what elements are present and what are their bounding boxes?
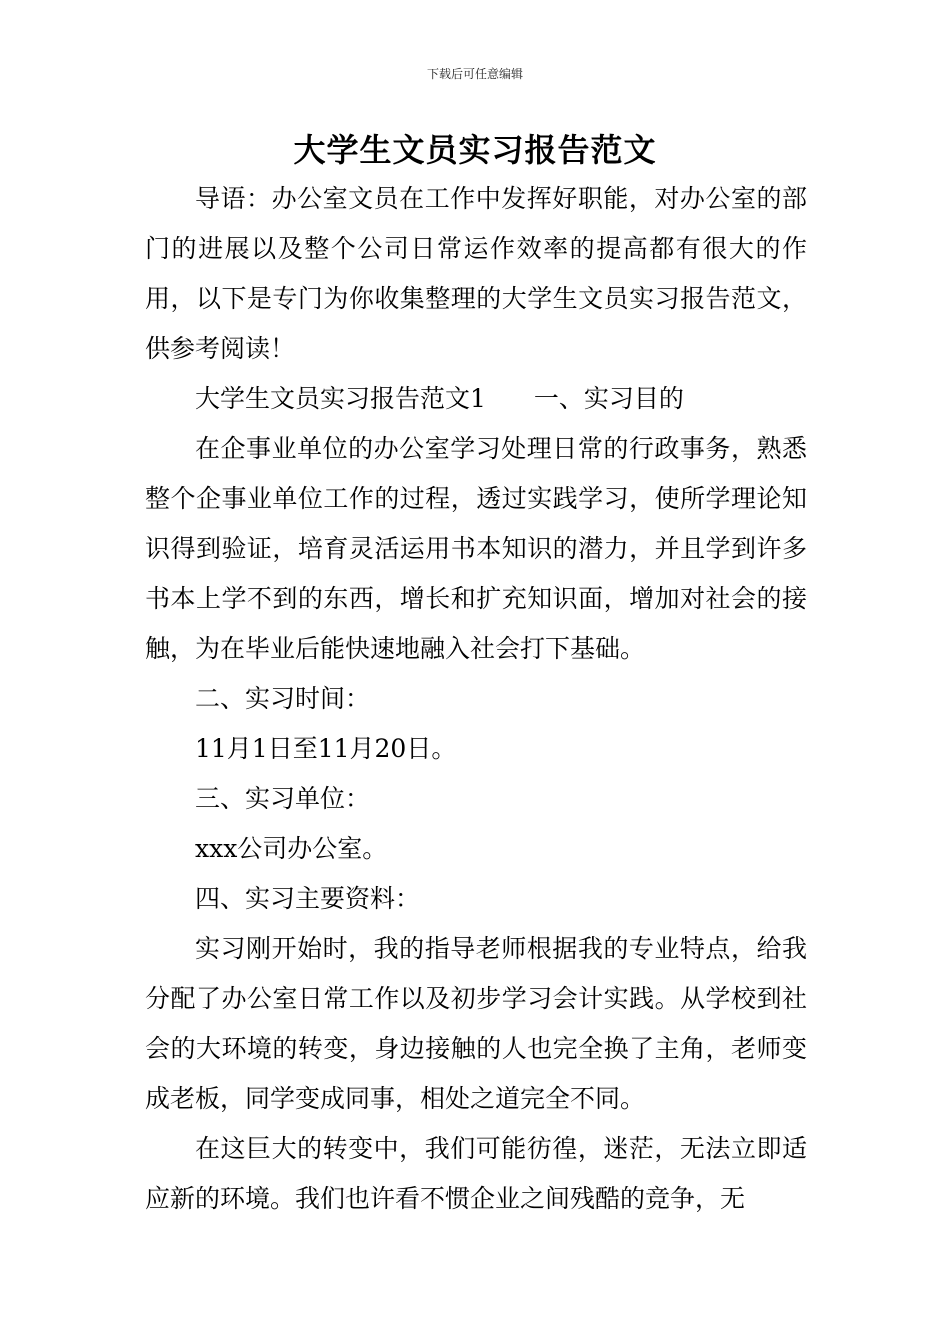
page-header-note: 下载后可任意编辑 xyxy=(426,67,523,81)
purpose-paragraph: 在企事业单位的办公室学习处理日常的行政事务，熟悉整个企事业单位工作的过程，透过实践学习，使所学理论知识得到验证，培育灵活运用书本知识的潜力，并且学到许多书本上学不到的东西，增长和扩充知识面，增加对社会的接触，为在毕业后能快速地融入社会打下基础。 xyxy=(145,434,807,663)
section-heading-purpose: 一、实习目的 xyxy=(533,384,684,413)
document-title: 大学生文员实习报告范文 xyxy=(293,131,657,169)
section-heading-line xyxy=(145,374,807,424)
essay-number-heading: 大学生文员实习报告范文1 xyxy=(195,384,486,413)
section-heading-time: 二、实习时间： xyxy=(195,684,371,713)
intro-paragraph: 导语：办公室文员在工作中发挥好职能，对办公室的部门的进展以及整个公司日常运作效率的提高都有很大的作用，以下是专门为你收集整理的大学生文员实习报告范文，供参考阅读！ xyxy=(145,184,807,363)
time-paragraph: 11月1日至11月20日。 xyxy=(195,734,457,763)
content-paragraph: 实习刚开始时，我的指导老师根据我的专业特点，给我分配了办公室日常工作以及初步学习会计实践。从学校到社会的大环境的转变，身边接触的人也完全换了主角，老师变成老板，同学变成同事，相处之道完全不同。 xyxy=(145,934,807,1113)
section-heading-unit: 三、实习单位： xyxy=(195,784,371,813)
section-heading-content: 四、实习主要资料： xyxy=(195,884,421,913)
transition-paragraph: 在这巨大的转变中，我们可能彷徨，迷茫，无法立即适应新的环境。我们也许看不惯企业之间残酷的竞争，无 xyxy=(145,1134,807,1213)
document-body xyxy=(145,174,807,1224)
unit-paragraph: xxx公司办公室。 xyxy=(195,834,388,863)
